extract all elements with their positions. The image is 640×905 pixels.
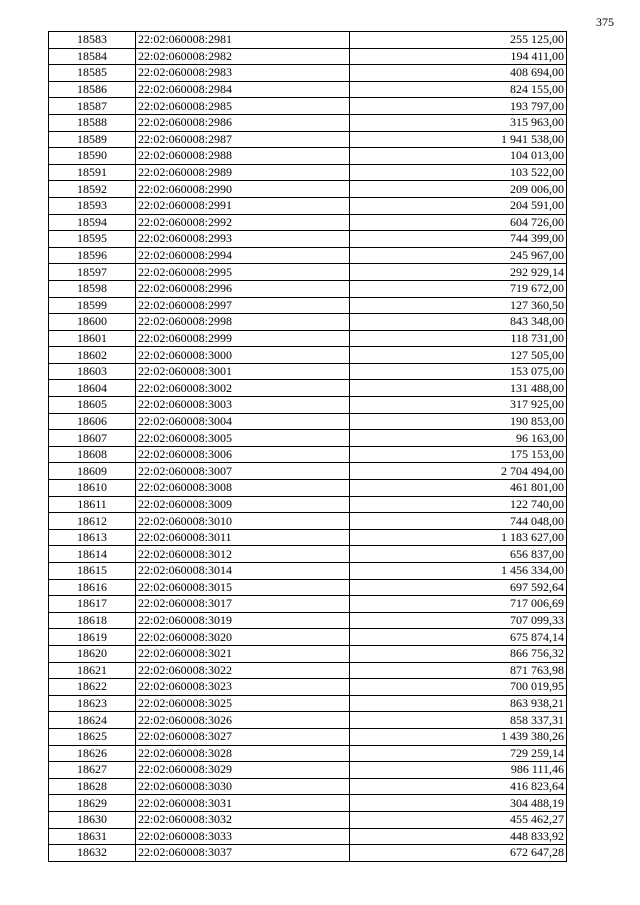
cadastral-value-cell: 315 963,00 (350, 114, 567, 131)
row-number-cell: 18592 (49, 181, 136, 198)
table-row (49, 297, 567, 314)
cadastral-value-cell: 863 938,21 (350, 695, 567, 712)
row-number-cell: 18625 (49, 728, 136, 745)
row-number-cell: 18630 (49, 811, 136, 828)
cadastral-value-cell: 866 756,32 (350, 645, 567, 662)
cadastral-value-cell: 2 704 494,00 (350, 463, 567, 480)
cadastral-number-cell: 22:02:060008:2981 (136, 32, 350, 49)
table-row (49, 480, 567, 497)
table-row (49, 645, 567, 662)
cadastral-value-cell: 209 006,00 (350, 181, 567, 198)
cadastral-number-cell: 22:02:060008:3014 (136, 563, 350, 580)
table-row (49, 662, 567, 679)
cadastral-value-cell: 455 462,27 (350, 811, 567, 828)
cadastral-number-cell: 22:02:060008:3031 (136, 795, 350, 812)
cadastral-value-table (48, 31, 567, 862)
cadastral-value-cell: 122 740,00 (350, 496, 567, 513)
table-row (49, 114, 567, 131)
row-number-cell: 18631 (49, 828, 136, 845)
table-row (49, 463, 567, 480)
row-number-cell: 18602 (49, 347, 136, 364)
table-row (49, 629, 567, 646)
row-number-cell: 18583 (49, 32, 136, 49)
row-number-cell: 18606 (49, 413, 136, 430)
cadastral-number-cell: 22:02:060008:3003 (136, 397, 350, 414)
cadastral-value-cell: 1 183 627,00 (350, 529, 567, 546)
row-number-cell: 18604 (49, 380, 136, 397)
table-row (49, 695, 567, 712)
cadastral-number-cell: 22:02:060008:2993 (136, 231, 350, 248)
row-number-cell: 18616 (49, 579, 136, 596)
cadastral-number-cell: 22:02:060008:2988 (136, 148, 350, 165)
cadastral-value-cell: 986 111,46 (350, 762, 567, 779)
table-row (49, 81, 567, 98)
cadastral-number-cell: 22:02:060008:3027 (136, 728, 350, 745)
row-number-cell: 18587 (49, 98, 136, 115)
cadastral-value-cell: 843 348,00 (350, 314, 567, 331)
table-row (49, 679, 567, 696)
row-number-cell: 18627 (49, 762, 136, 779)
cadastral-number-cell: 22:02:060008:3022 (136, 662, 350, 679)
cadastral-number-cell: 22:02:060008:2999 (136, 330, 350, 347)
cadastral-number-cell: 22:02:060008:3032 (136, 811, 350, 828)
row-number-cell: 18621 (49, 662, 136, 679)
cadastral-value-cell: 858 337,31 (350, 712, 567, 729)
cadastral-number-cell: 22:02:060008:3007 (136, 463, 350, 480)
cadastral-value-cell: 700 019,95 (350, 679, 567, 696)
cadastral-value-cell: 871 763,98 (350, 662, 567, 679)
cadastral-value-cell: 729 259,14 (350, 745, 567, 762)
cadastral-number-cell: 22:02:060008:3012 (136, 546, 350, 563)
cadastral-value-cell: 131 488,00 (350, 380, 567, 397)
cadastral-number-cell: 22:02:060008:2995 (136, 264, 350, 281)
row-number-cell: 18613 (49, 529, 136, 546)
table-row (49, 546, 567, 563)
table-row (49, 231, 567, 248)
row-number-cell: 18619 (49, 629, 136, 646)
row-number-cell: 18622 (49, 679, 136, 696)
row-number-cell: 18597 (49, 264, 136, 281)
cadastral-number-cell: 22:02:060008:3005 (136, 430, 350, 447)
cadastral-number-cell: 22:02:060008:3026 (136, 712, 350, 729)
cadastral-number-cell: 22:02:060008:3029 (136, 762, 350, 779)
row-number-cell: 18612 (49, 513, 136, 530)
cadastral-value-cell: 204 591,00 (350, 197, 567, 214)
cadastral-number-cell: 22:02:060008:3021 (136, 645, 350, 662)
table-row (49, 795, 567, 812)
table-row (49, 596, 567, 613)
cadastral-value-cell: 96 163,00 (350, 430, 567, 447)
cadastral-value-cell: 153 075,00 (350, 363, 567, 380)
cadastral-number-cell: 22:02:060008:2989 (136, 164, 350, 181)
cadastral-number-cell: 22:02:060008:2992 (136, 214, 350, 231)
table-row (49, 563, 567, 580)
table-row (49, 397, 567, 414)
cadastral-value-cell: 175 153,00 (350, 446, 567, 463)
table-row (49, 811, 567, 828)
page-number: 375 (596, 15, 614, 29)
table-row (49, 164, 567, 181)
cadastral-value-cell: 448 833,92 (350, 828, 567, 845)
table-row (49, 529, 567, 546)
table-body (49, 32, 567, 862)
row-number-cell: 18601 (49, 330, 136, 347)
row-number-cell: 18605 (49, 397, 136, 414)
table-row (49, 148, 567, 165)
cadastral-number-cell: 22:02:060008:3023 (136, 679, 350, 696)
row-number-cell: 18629 (49, 795, 136, 812)
cadastral-number-cell: 22:02:060008:3020 (136, 629, 350, 646)
cadastral-value-cell: 255 125,00 (350, 32, 567, 49)
cadastral-number-cell: 22:02:060008:3008 (136, 480, 350, 497)
cadastral-number-cell: 22:02:060008:3019 (136, 612, 350, 629)
cadastral-value-cell: 719 672,00 (350, 280, 567, 297)
table-row (49, 845, 567, 862)
cadastral-number-cell: 22:02:060008:2985 (136, 98, 350, 115)
table-row (49, 413, 567, 430)
cadastral-number-cell: 22:02:060008:2984 (136, 81, 350, 98)
table-row (49, 347, 567, 364)
cadastral-value-cell: 675 874,14 (350, 629, 567, 646)
table-row (49, 65, 567, 82)
cadastral-value-cell: 824 155,00 (350, 81, 567, 98)
cadastral-number-cell: 22:02:060008:2990 (136, 181, 350, 198)
cadastral-number-cell: 22:02:060008:3009 (136, 496, 350, 513)
row-number-cell: 18632 (49, 845, 136, 862)
table-row (49, 380, 567, 397)
table-row (49, 579, 567, 596)
cadastral-number-cell: 22:02:060008:2987 (136, 131, 350, 148)
table-row (49, 762, 567, 779)
cadastral-number-cell: 22:02:060008:3010 (136, 513, 350, 530)
cadastral-number-cell: 22:02:060008:2996 (136, 280, 350, 297)
cadastral-value-cell: 118 731,00 (350, 330, 567, 347)
cadastral-value-cell: 408 694,00 (350, 65, 567, 82)
row-number-cell: 18594 (49, 214, 136, 231)
cadastral-value-cell: 292 929,14 (350, 264, 567, 281)
row-number-cell: 18603 (49, 363, 136, 380)
table-row (49, 745, 567, 762)
cadastral-value-cell: 317 925,00 (350, 397, 567, 414)
cadastral-number-cell: 22:02:060008:3030 (136, 778, 350, 795)
table-row (49, 330, 567, 347)
row-number-cell: 18617 (49, 596, 136, 613)
row-number-cell: 18626 (49, 745, 136, 762)
row-number-cell: 18585 (49, 65, 136, 82)
table-row (49, 98, 567, 115)
cadastral-value-cell: 127 360,50 (350, 297, 567, 314)
cadastral-number-cell: 22:02:060008:2998 (136, 314, 350, 331)
table-row (49, 430, 567, 447)
cadastral-number-cell: 22:02:060008:3011 (136, 529, 350, 546)
cadastral-number-cell: 22:02:060008:3001 (136, 363, 350, 380)
row-number-cell: 18586 (49, 81, 136, 98)
table-row (49, 314, 567, 331)
table-row (49, 778, 567, 795)
cadastral-number-cell: 22:02:060008:2997 (136, 297, 350, 314)
cadastral-number-cell: 22:02:060008:2991 (136, 197, 350, 214)
cadastral-value-cell: 190 853,00 (350, 413, 567, 430)
cadastral-number-cell: 22:02:060008:3000 (136, 347, 350, 364)
table-row (49, 32, 567, 49)
table-row (49, 363, 567, 380)
row-number-cell: 18618 (49, 612, 136, 629)
cadastral-value-cell: 672 647,28 (350, 845, 567, 862)
row-number-cell: 18610 (49, 480, 136, 497)
cadastral-value-cell: 245 967,00 (350, 247, 567, 264)
cadastral-number-cell: 22:02:060008:3006 (136, 446, 350, 463)
table-row (49, 264, 567, 281)
table-row (49, 247, 567, 264)
cadastral-value-cell: 744 399,00 (350, 231, 567, 248)
row-number-cell: 18598 (49, 280, 136, 297)
row-number-cell: 18590 (49, 148, 136, 165)
table-row (49, 197, 567, 214)
table-row (49, 214, 567, 231)
cadastral-number-cell: 22:02:060008:3025 (136, 695, 350, 712)
cadastral-value-cell: 656 837,00 (350, 546, 567, 563)
cadastral-value-cell: 1 941 538,00 (350, 131, 567, 148)
row-number-cell: 18615 (49, 563, 136, 580)
table-row (49, 612, 567, 629)
cadastral-value-cell: 104 013,00 (350, 148, 567, 165)
row-number-cell: 18608 (49, 446, 136, 463)
cadastral-value-cell: 194 411,00 (350, 48, 567, 65)
cadastral-value-cell: 304 488,19 (350, 795, 567, 812)
cadastral-value-cell: 127 505,00 (350, 347, 567, 364)
table-row (49, 828, 567, 845)
row-number-cell: 18628 (49, 778, 136, 795)
table-row (49, 712, 567, 729)
cadastral-value-cell: 193 797,00 (350, 98, 567, 115)
cadastral-value-cell: 604 726,00 (350, 214, 567, 231)
row-number-cell: 18595 (49, 231, 136, 248)
table-row (49, 181, 567, 198)
table-row (49, 48, 567, 65)
table-row (49, 496, 567, 513)
row-number-cell: 18620 (49, 645, 136, 662)
cadastral-value-cell: 1 456 334,00 (350, 563, 567, 580)
cadastral-number-cell: 22:02:060008:2986 (136, 114, 350, 131)
row-number-cell: 18599 (49, 297, 136, 314)
table-row (49, 513, 567, 530)
cadastral-value-cell: 717 006,69 (350, 596, 567, 613)
row-number-cell: 18596 (49, 247, 136, 264)
row-number-cell: 18609 (49, 463, 136, 480)
cadastral-number-cell: 22:02:060008:3002 (136, 380, 350, 397)
cadastral-number-cell: 22:02:060008:2983 (136, 65, 350, 82)
table-row (49, 131, 567, 148)
row-number-cell: 18607 (49, 430, 136, 447)
table-row (49, 280, 567, 297)
cadastral-value-cell: 1 439 380,26 (350, 728, 567, 745)
row-number-cell: 18589 (49, 131, 136, 148)
cadastral-number-cell: 22:02:060008:3028 (136, 745, 350, 762)
row-number-cell: 18593 (49, 197, 136, 214)
cadastral-number-cell: 22:02:060008:3015 (136, 579, 350, 596)
cadastral-number-cell: 22:02:060008:3033 (136, 828, 350, 845)
row-number-cell: 18623 (49, 695, 136, 712)
cadastral-number-cell: 22:02:060008:3004 (136, 413, 350, 430)
cadastral-number-cell: 22:02:060008:3037 (136, 845, 350, 862)
row-number-cell: 18611 (49, 496, 136, 513)
cadastral-number-cell: 22:02:060008:3017 (136, 596, 350, 613)
cadastral-value-cell: 416 823,64 (350, 778, 567, 795)
row-number-cell: 18624 (49, 712, 136, 729)
row-number-cell: 18591 (49, 164, 136, 181)
cadastral-value-cell: 103 522,00 (350, 164, 567, 181)
cadastral-number-cell: 22:02:060008:2994 (136, 247, 350, 264)
cadastral-value-cell: 707 099,33 (350, 612, 567, 629)
cadastral-value-cell: 697 592,64 (350, 579, 567, 596)
table-row (49, 728, 567, 745)
cadastral-value-cell: 744 048,00 (350, 513, 567, 530)
cadastral-value-cell: 461 801,00 (350, 480, 567, 497)
cadastral-number-cell: 22:02:060008:2982 (136, 48, 350, 65)
row-number-cell: 18584 (49, 48, 136, 65)
row-number-cell: 18614 (49, 546, 136, 563)
table-row (49, 446, 567, 463)
row-number-cell: 18588 (49, 114, 136, 131)
row-number-cell: 18600 (49, 314, 136, 331)
